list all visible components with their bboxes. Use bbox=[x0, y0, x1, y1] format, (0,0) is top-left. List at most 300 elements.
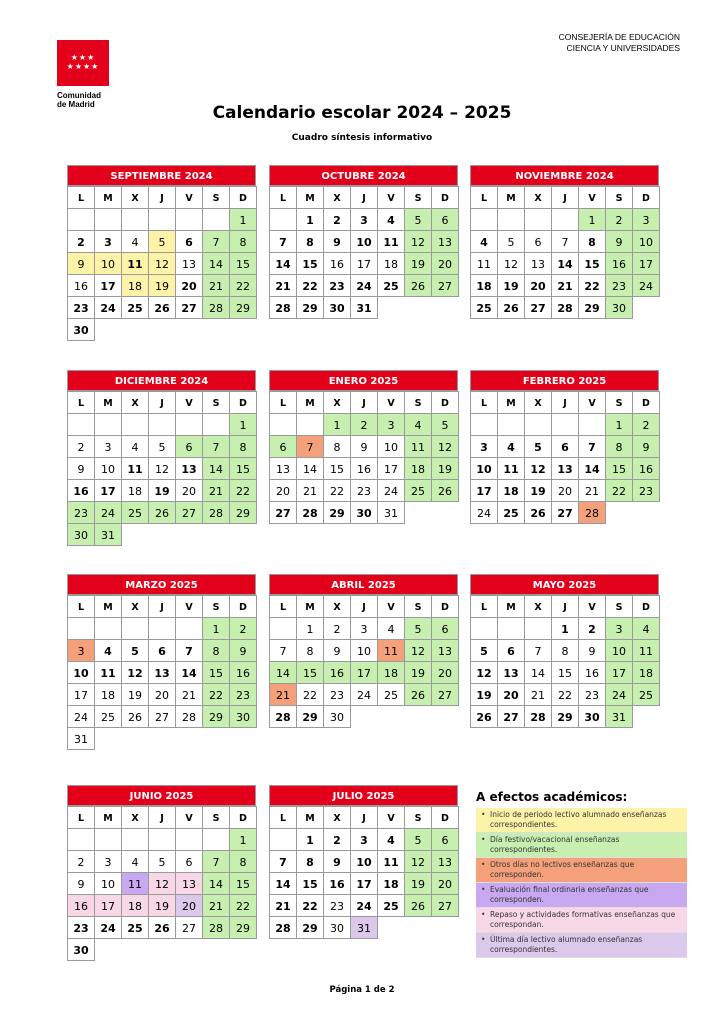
day-cell: 27 bbox=[524, 296, 552, 319]
day-cell: 17 bbox=[67, 683, 95, 706]
day-cell: 12 bbox=[524, 457, 552, 480]
day-cell: 1 bbox=[323, 413, 351, 436]
day-cell: 16 bbox=[323, 872, 351, 895]
page-subtitle: Cuadro síntesis informativo bbox=[291, 133, 433, 143]
ministry-line-2: CIENCIA Y UNIVERSIDADES bbox=[566, 43, 680, 53]
day-cell: 30 bbox=[67, 318, 95, 341]
day-cell: 21 bbox=[202, 894, 230, 917]
day-cell: 3 bbox=[350, 617, 378, 640]
day-cell: 17 bbox=[605, 661, 633, 684]
day-cell: 14 bbox=[175, 661, 203, 684]
day-cell: 18 bbox=[121, 894, 149, 917]
day-cell: 11 bbox=[377, 639, 405, 662]
weekday-header: V bbox=[175, 806, 203, 829]
day-cell: 2 bbox=[323, 828, 351, 851]
day-cell: 5 bbox=[148, 850, 176, 873]
day-cell: 2 bbox=[578, 617, 606, 640]
day-cell: 15 bbox=[229, 252, 257, 275]
day-cell: 25 bbox=[497, 501, 525, 524]
day-cell: 24 bbox=[350, 274, 378, 297]
day-cell: 21 bbox=[551, 274, 579, 297]
empty-day-cell bbox=[67, 617, 95, 640]
day-cell: 23 bbox=[67, 296, 95, 319]
day-cell: 4 bbox=[121, 435, 149, 458]
day-cell: 13 bbox=[269, 457, 297, 480]
day-cell: 9 bbox=[605, 230, 633, 253]
day-cell: 7 bbox=[202, 435, 230, 458]
weekday-header: S bbox=[202, 595, 230, 618]
day-cell: 6 bbox=[524, 230, 552, 253]
day-cell: 3 bbox=[94, 230, 122, 253]
day-cell: 13 bbox=[148, 661, 176, 684]
month-calendar bbox=[269, 785, 458, 938]
day-cell: 26 bbox=[404, 683, 432, 706]
day-cell: 18 bbox=[497, 479, 525, 502]
day-cell: 14 bbox=[202, 457, 230, 480]
day-cell: 14 bbox=[269, 252, 297, 275]
day-cell: 11 bbox=[404, 435, 432, 458]
day-cell: 28 bbox=[551, 296, 579, 319]
empty-day-cell bbox=[148, 828, 176, 851]
day-cell: 7 bbox=[269, 639, 297, 662]
weekday-header: V bbox=[578, 186, 606, 209]
weekday-header: S bbox=[605, 595, 633, 618]
day-cell: 9 bbox=[67, 872, 95, 895]
weekday-header: X bbox=[323, 391, 351, 414]
legend-item: • Evaluación final ordinaria enseñanzas que corresponden. bbox=[476, 883, 687, 908]
month-days-grid bbox=[470, 391, 659, 523]
day-cell: 28 bbox=[175, 705, 203, 728]
day-cell: 7 bbox=[269, 850, 297, 873]
day-cell: 3 bbox=[470, 435, 498, 458]
day-cell: 30 bbox=[578, 705, 606, 728]
day-cell: 26 bbox=[121, 705, 149, 728]
weekday-header: D bbox=[431, 391, 459, 414]
day-cell: 7 bbox=[202, 850, 230, 873]
day-cell: 1 bbox=[296, 208, 324, 231]
day-cell: 18 bbox=[404, 457, 432, 480]
day-cell: 23 bbox=[323, 274, 351, 297]
day-cell: 29 bbox=[578, 296, 606, 319]
day-cell: 3 bbox=[94, 850, 122, 873]
weekday-header: D bbox=[229, 391, 257, 414]
weekday-header: S bbox=[605, 391, 633, 414]
day-cell: 29 bbox=[551, 705, 579, 728]
day-cell: 18 bbox=[377, 872, 405, 895]
page-title: Calendario escolar 2024 – 2025 bbox=[212, 103, 512, 123]
weekday-header: L bbox=[470, 186, 498, 209]
day-cell: 9 bbox=[323, 850, 351, 873]
day-cell: 24 bbox=[350, 683, 378, 706]
legend-items bbox=[476, 808, 687, 958]
day-cell: 13 bbox=[175, 252, 203, 275]
day-cell: 18 bbox=[121, 479, 149, 502]
empty-day-cell bbox=[470, 617, 498, 640]
day-cell: 6 bbox=[497, 639, 525, 662]
day-cell: 11 bbox=[497, 457, 525, 480]
month-days-grid bbox=[269, 186, 458, 318]
day-cell: 17 bbox=[350, 661, 378, 684]
day-cell: 29 bbox=[296, 705, 324, 728]
weekday-header: M bbox=[94, 595, 122, 618]
weekday-header: J bbox=[148, 595, 176, 618]
logo-text-line-2: de Madrid bbox=[57, 100, 95, 109]
day-cell: 10 bbox=[350, 639, 378, 662]
day-cell: 13 bbox=[524, 252, 552, 275]
day-cell: 27 bbox=[551, 501, 579, 524]
day-cell: 3 bbox=[350, 828, 378, 851]
day-cell: 3 bbox=[67, 639, 95, 662]
day-cell: 8 bbox=[605, 435, 633, 458]
day-cell: 4 bbox=[377, 828, 405, 851]
day-cell: 1 bbox=[296, 617, 324, 640]
day-cell: 21 bbox=[175, 683, 203, 706]
day-cell: 6 bbox=[148, 639, 176, 662]
day-cell: 17 bbox=[350, 872, 378, 895]
day-cell: 31 bbox=[605, 705, 633, 728]
month-days-grid bbox=[470, 595, 659, 727]
day-cell: 28 bbox=[296, 501, 324, 524]
day-cell: 6 bbox=[175, 230, 203, 253]
day-cell: 28 bbox=[578, 501, 606, 524]
day-cell: 4 bbox=[94, 639, 122, 662]
weekday-header: S bbox=[202, 391, 230, 414]
weekday-header: D bbox=[229, 595, 257, 618]
day-cell: 26 bbox=[497, 296, 525, 319]
day-cell: 27 bbox=[175, 501, 203, 524]
day-cell: 5 bbox=[404, 828, 432, 851]
day-cell: 29 bbox=[202, 705, 230, 728]
day-cell: 3 bbox=[632, 208, 660, 231]
day-cell: 17 bbox=[377, 457, 405, 480]
day-cell: 30 bbox=[323, 296, 351, 319]
day-cell: 10 bbox=[605, 639, 633, 662]
day-cell: 5 bbox=[470, 639, 498, 662]
day-cell: 2 bbox=[67, 850, 95, 873]
empty-day-cell bbox=[67, 413, 95, 436]
day-cell: 20 bbox=[551, 479, 579, 502]
weekday-header: J bbox=[551, 186, 579, 209]
day-cell: 1 bbox=[605, 413, 633, 436]
month-title: MAYO 2025 bbox=[470, 574, 659, 595]
empty-day-cell bbox=[175, 208, 203, 231]
day-cell: 11 bbox=[470, 252, 498, 275]
weekday-header: M bbox=[296, 186, 324, 209]
day-cell: 23 bbox=[605, 274, 633, 297]
day-cell: 9 bbox=[323, 230, 351, 253]
day-cell: 1 bbox=[551, 617, 579, 640]
day-cell: 6 bbox=[431, 208, 459, 231]
weekday-header: X bbox=[121, 806, 149, 829]
comunidad-madrid-logo bbox=[57, 40, 109, 86]
day-cell: 12 bbox=[148, 872, 176, 895]
day-cell: 30 bbox=[229, 705, 257, 728]
day-cell: 12 bbox=[148, 457, 176, 480]
day-cell: 7 bbox=[175, 639, 203, 662]
day-cell: 15 bbox=[323, 457, 351, 480]
empty-day-cell bbox=[121, 617, 149, 640]
weekday-header: J bbox=[350, 391, 378, 414]
weekday-header: J bbox=[350, 806, 378, 829]
month-days-grid bbox=[470, 186, 659, 318]
day-cell: 17 bbox=[94, 894, 122, 917]
day-cell: 28 bbox=[202, 501, 230, 524]
day-cell: 23 bbox=[350, 479, 378, 502]
weekday-header: J bbox=[551, 595, 579, 618]
legend-title: A efectos académicos: bbox=[476, 790, 628, 804]
day-cell: 19 bbox=[524, 479, 552, 502]
day-cell: 3 bbox=[350, 208, 378, 231]
day-cell: 14 bbox=[524, 661, 552, 684]
empty-day-cell bbox=[121, 208, 149, 231]
day-cell: 5 bbox=[497, 230, 525, 253]
day-cell: 8 bbox=[578, 230, 606, 253]
day-cell: 24 bbox=[94, 296, 122, 319]
empty-day-cell bbox=[269, 413, 297, 436]
day-cell: 23 bbox=[67, 501, 95, 524]
day-cell: 15 bbox=[229, 457, 257, 480]
weekday-header: S bbox=[404, 186, 432, 209]
day-cell: 17 bbox=[350, 252, 378, 275]
day-cell: 8 bbox=[551, 639, 579, 662]
day-cell: 2 bbox=[67, 230, 95, 253]
weekday-header: D bbox=[632, 391, 660, 414]
day-cell: 17 bbox=[470, 479, 498, 502]
day-cell: 1 bbox=[202, 617, 230, 640]
month-calendar bbox=[269, 370, 458, 523]
weekday-header: S bbox=[404, 806, 432, 829]
day-cell: 13 bbox=[431, 850, 459, 873]
day-cell: 20 bbox=[175, 274, 203, 297]
day-cell: 20 bbox=[175, 479, 203, 502]
day-cell: 19 bbox=[404, 661, 432, 684]
day-cell: 27 bbox=[431, 894, 459, 917]
day-cell: 16 bbox=[632, 457, 660, 480]
empty-day-cell bbox=[121, 828, 149, 851]
empty-day-cell bbox=[94, 208, 122, 231]
weekday-header: S bbox=[404, 595, 432, 618]
day-cell: 30 bbox=[67, 938, 95, 961]
day-cell: 24 bbox=[632, 274, 660, 297]
day-cell: 26 bbox=[404, 274, 432, 297]
empty-day-cell bbox=[175, 617, 203, 640]
month-title: JUNIO 2025 bbox=[67, 785, 256, 806]
day-cell: 8 bbox=[296, 850, 324, 873]
day-cell: 20 bbox=[431, 872, 459, 895]
ministry-header bbox=[559, 32, 680, 54]
day-cell: 25 bbox=[377, 683, 405, 706]
day-cell: 18 bbox=[632, 661, 660, 684]
day-cell: 2 bbox=[323, 617, 351, 640]
day-cell: 12 bbox=[404, 850, 432, 873]
day-cell: 24 bbox=[67, 705, 95, 728]
day-cell: 22 bbox=[323, 479, 351, 502]
day-cell: 20 bbox=[524, 274, 552, 297]
legend-item: • Día festivo/vacacional enseñanzas correspondientes. bbox=[476, 833, 687, 858]
day-cell: 19 bbox=[148, 274, 176, 297]
day-cell: 22 bbox=[551, 683, 579, 706]
day-cell: 11 bbox=[94, 661, 122, 684]
day-cell: 19 bbox=[404, 872, 432, 895]
day-cell: 13 bbox=[551, 457, 579, 480]
day-cell: 3 bbox=[94, 435, 122, 458]
day-cell: 16 bbox=[323, 252, 351, 275]
day-cell: 12 bbox=[431, 435, 459, 458]
empty-day-cell bbox=[148, 617, 176, 640]
month-calendar bbox=[67, 165, 256, 340]
month-calendar bbox=[470, 574, 659, 727]
month-days-grid bbox=[269, 806, 458, 938]
day-cell: 10 bbox=[350, 850, 378, 873]
day-cell: 8 bbox=[296, 639, 324, 662]
day-cell: 21 bbox=[296, 479, 324, 502]
day-cell: 16 bbox=[67, 274, 95, 297]
empty-day-cell bbox=[551, 413, 579, 436]
logo-text-line-1: Comunidad bbox=[57, 91, 101, 100]
day-cell: 24 bbox=[350, 894, 378, 917]
day-cell: 12 bbox=[148, 252, 176, 275]
day-cell: 6 bbox=[175, 850, 203, 873]
weekday-header: M bbox=[296, 391, 324, 414]
day-cell: 11 bbox=[377, 850, 405, 873]
day-cell: 31 bbox=[350, 916, 378, 939]
weekday-header: V bbox=[377, 186, 405, 209]
day-cell: 19 bbox=[121, 683, 149, 706]
day-cell: 20 bbox=[431, 252, 459, 275]
empty-day-cell bbox=[524, 413, 552, 436]
weekday-header: D bbox=[229, 806, 257, 829]
day-cell: 20 bbox=[175, 894, 203, 917]
day-cell: 25 bbox=[632, 683, 660, 706]
day-cell: 21 bbox=[578, 479, 606, 502]
weekday-header: D bbox=[431, 186, 459, 209]
day-cell: 18 bbox=[470, 274, 498, 297]
day-cell: 10 bbox=[350, 230, 378, 253]
month-days-grid bbox=[67, 806, 256, 960]
day-cell: 27 bbox=[269, 501, 297, 524]
month-days-grid bbox=[269, 595, 458, 727]
weekday-header: X bbox=[524, 391, 552, 414]
day-cell: 12 bbox=[470, 661, 498, 684]
weekday-header: J bbox=[148, 391, 176, 414]
day-cell: 13 bbox=[497, 661, 525, 684]
weekday-header: L bbox=[470, 595, 498, 618]
day-cell: 3 bbox=[377, 413, 405, 436]
weekday-header: M bbox=[497, 186, 525, 209]
day-cell: 29 bbox=[323, 501, 351, 524]
day-cell: 25 bbox=[121, 916, 149, 939]
weekday-header: X bbox=[121, 391, 149, 414]
month-days-grid bbox=[269, 391, 458, 523]
day-cell: 31 bbox=[67, 727, 95, 750]
day-cell: 22 bbox=[296, 894, 324, 917]
day-cell: 7 bbox=[578, 435, 606, 458]
day-cell: 28 bbox=[269, 916, 297, 939]
day-cell: 9 bbox=[229, 639, 257, 662]
weekday-header: X bbox=[323, 186, 351, 209]
day-cell: 14 bbox=[202, 872, 230, 895]
day-cell: 27 bbox=[431, 274, 459, 297]
day-cell: 4 bbox=[377, 617, 405, 640]
day-cell: 10 bbox=[67, 661, 95, 684]
empty-day-cell bbox=[269, 208, 297, 231]
day-cell: 16 bbox=[605, 252, 633, 275]
day-cell: 2 bbox=[67, 435, 95, 458]
day-cell: 4 bbox=[632, 617, 660, 640]
day-cell: 20 bbox=[497, 683, 525, 706]
day-cell: 8 bbox=[229, 435, 257, 458]
day-cell: 17 bbox=[94, 274, 122, 297]
day-cell: 7 bbox=[202, 230, 230, 253]
day-cell: 29 bbox=[229, 916, 257, 939]
day-cell: 20 bbox=[431, 661, 459, 684]
day-cell: 2 bbox=[605, 208, 633, 231]
day-cell: 23 bbox=[323, 683, 351, 706]
weekday-header: L bbox=[67, 186, 95, 209]
empty-day-cell bbox=[148, 413, 176, 436]
day-cell: 24 bbox=[605, 683, 633, 706]
day-cell: 11 bbox=[121, 457, 149, 480]
day-cell: 26 bbox=[524, 501, 552, 524]
weekday-header: L bbox=[67, 595, 95, 618]
day-cell: 9 bbox=[67, 252, 95, 275]
day-cell: 8 bbox=[296, 230, 324, 253]
day-cell: 5 bbox=[148, 435, 176, 458]
day-cell: 27 bbox=[497, 705, 525, 728]
weekday-header: D bbox=[229, 186, 257, 209]
day-cell: 26 bbox=[148, 916, 176, 939]
day-cell: 16 bbox=[67, 894, 95, 917]
day-cell: 18 bbox=[121, 274, 149, 297]
weekday-header: V bbox=[578, 595, 606, 618]
day-cell: 22 bbox=[296, 274, 324, 297]
day-cell: 8 bbox=[229, 850, 257, 873]
day-cell: 18 bbox=[377, 661, 405, 684]
day-cell: 19 bbox=[148, 479, 176, 502]
day-cell: 7 bbox=[524, 639, 552, 662]
month-title: ABRIL 2025 bbox=[269, 574, 458, 595]
empty-day-cell bbox=[497, 617, 525, 640]
empty-day-cell bbox=[470, 413, 498, 436]
day-cell: 6 bbox=[269, 435, 297, 458]
empty-day-cell bbox=[202, 208, 230, 231]
day-cell: 14 bbox=[578, 457, 606, 480]
day-cell: 5 bbox=[431, 413, 459, 436]
day-cell: 9 bbox=[67, 457, 95, 480]
day-cell: 22 bbox=[296, 683, 324, 706]
empty-day-cell bbox=[175, 413, 203, 436]
day-cell: 4 bbox=[377, 208, 405, 231]
day-cell: 3 bbox=[605, 617, 633, 640]
day-cell: 27 bbox=[148, 705, 176, 728]
day-cell: 28 bbox=[202, 916, 230, 939]
day-cell: 13 bbox=[175, 872, 203, 895]
day-cell: 18 bbox=[94, 683, 122, 706]
day-cell: 15 bbox=[296, 252, 324, 275]
empty-day-cell bbox=[94, 617, 122, 640]
day-cell: 9 bbox=[323, 639, 351, 662]
day-cell: 23 bbox=[632, 479, 660, 502]
day-cell: 15 bbox=[578, 252, 606, 275]
weekday-header: D bbox=[632, 186, 660, 209]
day-cell: 19 bbox=[470, 683, 498, 706]
legend-item: • Otros días no lectivos enseñanzas que corresponden. bbox=[476, 858, 687, 883]
day-cell: 30 bbox=[605, 296, 633, 319]
day-cell: 19 bbox=[404, 252, 432, 275]
day-cell: 23 bbox=[229, 683, 257, 706]
day-cell: 21 bbox=[269, 894, 297, 917]
day-cell: 11 bbox=[377, 230, 405, 253]
